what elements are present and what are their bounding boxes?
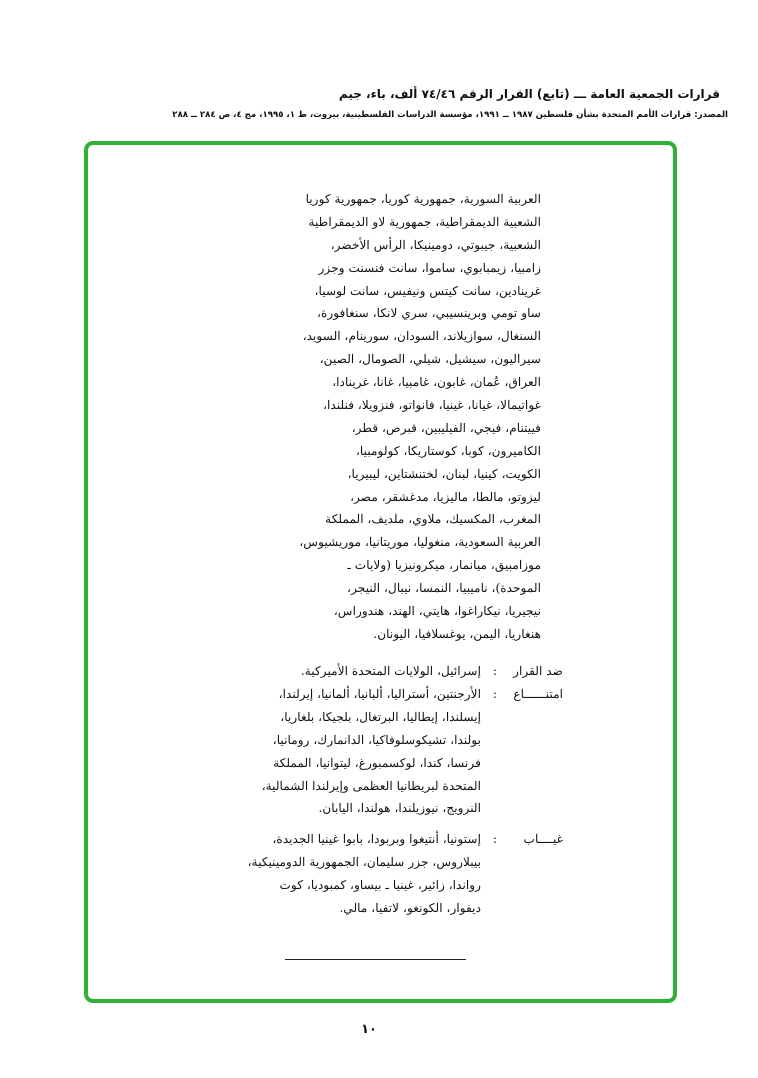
list-line: السنغال، سوازيلاند، السودان، سورينام، السويد، [302,329,541,344]
list-line: الموحدة)، ناميبيا، النمسا، نيبال، النيجر، [347,581,541,596]
section-row [245,660,563,683]
document-source-citation: المصدر: قرارات الأمم المتحدة بشأن فلسطين ١٩٨٧ ــ ١٩٩١، مؤسسة الدراسات الفلسطينية، بيروت، ط ١، ١٩٩٥، مج ٤، ص ٢٨٤ ــ ٢٨٨ [172,110,728,120]
list-line: ليزوتو، مالطا، ماليزيا، مدغشقر، مصر، [350,489,541,504]
section-row [245,752,563,775]
end-divider [285,959,466,960]
section-line: ديفوار، الكونغو، لاتفيا، مالي. [339,900,481,915]
abstain-label: امتنــــــاع [513,687,563,701]
section-row [245,851,563,874]
section-line: رواندا، زائير، غينيا ـ بيساو، كمبوديا، كوت [279,877,481,892]
list-line: نيجيريا، نيكاراغوا، هايتي، الهند، هندوراس، [333,604,541,619]
abstain-section [245,683,563,820]
page-number: ١٠ [361,1022,377,1037]
document-header-title: قرارات الجمعية العامة ـــ (تابع) القرار الرقم ٧٤/٤٦ ألف، باء، جيم [338,87,720,101]
section-row [245,828,563,851]
list-line: الشعبية الديمقراطية، جمهورية لاو الديمقراطية [308,214,541,229]
list-line: العراق، عُمان، غابون، غامبيا، غانا، غرينادا، [332,375,541,390]
list-line: العربية السعودية، منغوليا، موريتانيا، موريشيوس، [299,535,541,550]
against-label: ضد القرار [513,664,563,678]
list-line: هنغاريا، اليمن، يوغسلافيا، اليونان. [373,626,541,641]
section-line: إستونيا، أنتيغوا وبربودا، بابوا غينيا الجديدة، [272,832,481,846]
section-row [245,729,563,752]
voting-list-continued [245,188,541,646]
section-row [245,874,563,897]
list-line: فييتنام، فيجي، الفيليبين، قبرص، قطر، [351,420,541,435]
section-line: فرنسا، كندا، لوكسمبورغ، ليتوانيا، المملكة [273,755,481,770]
list-line: الشعبية، جيبوتي، دومينيكا، الرأس الأخضر، [330,237,541,252]
list-line: موزامبيق، ميانمار، ميكرونيزيا (ولايات ـ [347,558,541,573]
absent-label: غيــــاب [523,832,563,846]
section-line: الأرجنتين، أستراليا، ألبانيا، ألمانيا، إيرلندا، [278,687,481,701]
section-row [245,897,563,920]
list-line: العربية السورية، جمهورية كوريا، جمهورية كوريا [305,192,541,206]
section-line: بولندا، تشيكوسلوفاكيا، الدانمارك، رومانيا، [272,732,481,747]
against-section [245,660,563,683]
section-line: النرويج، نيوزيلندا، هولندا، اليابان. [318,801,481,816]
list-line: سيراليون، سيشيل، شيلي، الصومال، الصين، [319,352,541,367]
list-line: غواتيمالا، غيانا، غينيا، فانواتو، فنزويلا، فنلندا، [323,398,541,413]
list-line: زامبيا، زيمبابوي، ساموا، سانت فنسنت وجزر [318,260,541,275]
label-colon: : [492,664,497,678]
section-line: المتحدة لبريطانيا العظمى وإيرلندا الشمالية، [261,778,481,793]
section-row [245,797,563,820]
list-line: المغرب، المكسيك، ملاوي، ملديف، المملكة [325,512,541,527]
absent-section [245,828,563,920]
list-line: الكاميرون، كوبا، كوستاريكا، كولومبيا، [356,443,541,458]
list-line: غرينادين، سانت كيتس ونيفيس، سانت لوسيا، [314,283,541,298]
section-line: بيبلاروس، جزر سليمان، الجمهورية الدومينيكية، [247,854,481,869]
section-row [245,775,563,798]
section-line: إيسلندا، إيطاليا، البرتغال، بلجيكا، بلغاريا، [280,709,481,724]
list-line: الكويت، كينيا، لبنان، لختنشتاين، ليبيريا، [347,466,541,481]
label-colon: : [492,687,497,701]
label-colon: : [492,832,497,846]
section-line: إسرائيل، الولايات المتحدة الأميركية. [300,664,481,678]
section-row [245,683,563,706]
list-line: ساو تومي وبرينسيبي، سري لانكا، سنغافورة، [317,306,541,321]
section-row [245,706,563,729]
